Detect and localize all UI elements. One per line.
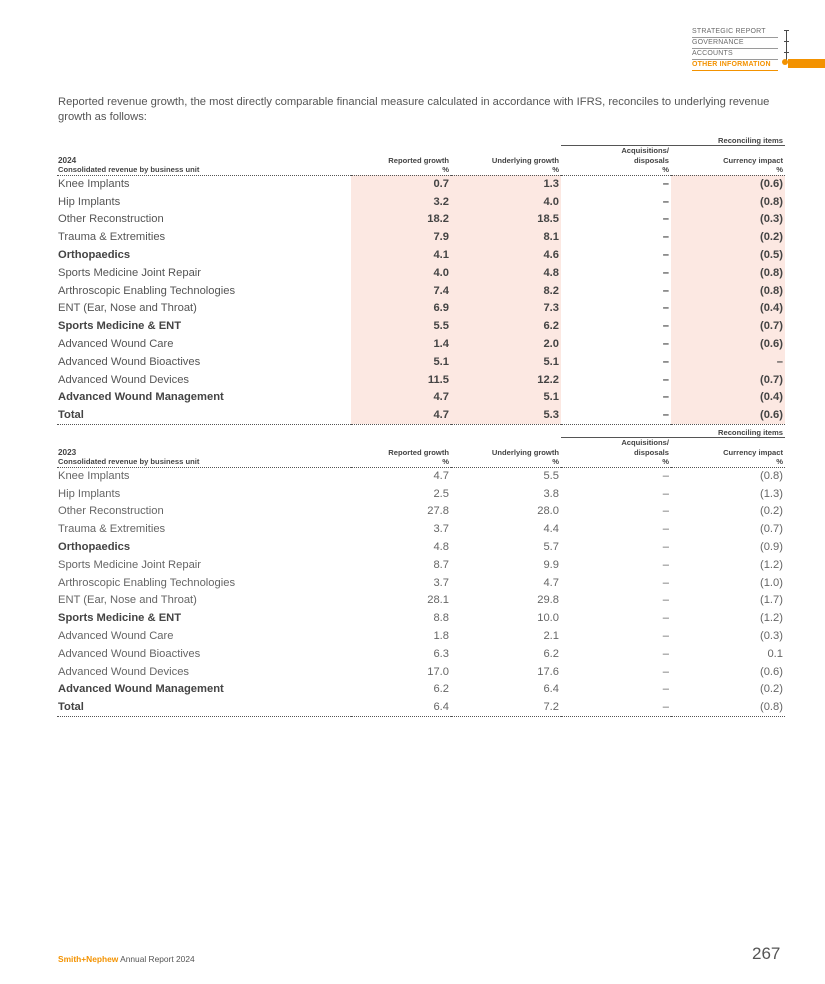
total-row bbox=[57, 698, 785, 716]
currency-impact-cell: (0.2) bbox=[671, 228, 785, 246]
row-label: Trauma & Extremities bbox=[58, 231, 166, 244]
acquisitions-cell: – bbox=[662, 231, 669, 244]
underlying-growth-cell: 4.7 bbox=[543, 576, 559, 589]
row-label: Advanced Wound Devices bbox=[58, 665, 190, 678]
currency-impact-cell: (0.4) bbox=[671, 389, 785, 407]
currency-impact-cell: (0.8) bbox=[671, 193, 785, 211]
row-label: Knee Implants bbox=[58, 177, 130, 190]
col-header-currency: Currency impact % bbox=[671, 146, 785, 176]
table-row bbox=[57, 485, 785, 503]
acquisitions-cell: – bbox=[662, 665, 669, 678]
reported-growth-cell: 6.3 bbox=[433, 647, 449, 660]
acquisitions-cell: – bbox=[662, 338, 669, 351]
row-label: Advanced Wound Bioactives bbox=[58, 647, 201, 660]
currency-impact-cell: (0.4) bbox=[671, 300, 785, 318]
underlying-growth-cell: 8.1 bbox=[451, 228, 561, 246]
reported-growth-cell: 28.1 bbox=[427, 594, 449, 607]
currency-impact-cell: (0.7) bbox=[671, 317, 785, 335]
reported-growth-cell: 27.8 bbox=[427, 505, 449, 518]
reported-growth-cell: 6.4 bbox=[351, 698, 451, 716]
acquisitions-cell: – bbox=[662, 266, 669, 279]
underlying-growth-cell: 2.0 bbox=[451, 335, 561, 353]
col-header-acquisitions: Acquisitions/ disposals % bbox=[561, 438, 671, 468]
revenue-table-2024 bbox=[57, 133, 785, 425]
underlying-growth-cell: 12.2 bbox=[451, 371, 561, 389]
underlying-growth-cell: 4.8 bbox=[451, 264, 561, 282]
currency-impact-cell: – bbox=[671, 353, 785, 371]
underlying-growth-cell: 5.5 bbox=[543, 469, 559, 482]
revenue-table-2023 bbox=[57, 425, 785, 717]
reconciling-items-heading: Reconciling items bbox=[561, 425, 785, 438]
nav-item-governance[interactable]: GOVERNANCE bbox=[692, 37, 825, 48]
nav-tick bbox=[784, 41, 789, 42]
table-caption bbox=[57, 146, 351, 176]
row-label: Knee Implants bbox=[58, 469, 130, 482]
row-label: Arthroscopic Enabling Technologies bbox=[58, 284, 236, 297]
reported-growth-cell: 1.4 bbox=[351, 335, 451, 353]
subtotal-row bbox=[57, 389, 785, 407]
currency-impact-cell: (0.9) bbox=[671, 538, 785, 556]
row-label: Advanced Wound Devices bbox=[58, 373, 190, 386]
subtotal-row bbox=[57, 609, 785, 627]
table-row bbox=[57, 282, 785, 300]
nav-item-accounts[interactable]: ACCOUNTS bbox=[692, 48, 825, 59]
currency-impact-cell: (0.3) bbox=[671, 211, 785, 229]
acquisitions-cell: – bbox=[662, 355, 669, 368]
underlying-growth-cell: 7.3 bbox=[451, 300, 561, 318]
currency-impact-cell: (0.8) bbox=[671, 698, 785, 716]
col-header-reported: Reported growth % bbox=[351, 146, 451, 176]
row-label: Hip Implants bbox=[58, 487, 121, 500]
table-row bbox=[57, 371, 785, 389]
acquisitions-cell: – bbox=[662, 284, 669, 297]
table-row bbox=[57, 264, 785, 282]
row-label: Sports Medicine Joint Repair bbox=[58, 266, 202, 279]
reported-growth-cell: 17.0 bbox=[427, 665, 449, 678]
table-row bbox=[57, 211, 785, 229]
currency-impact-cell: (1.7) bbox=[759, 594, 783, 607]
reported-growth-cell: 7.4 bbox=[351, 282, 451, 300]
reported-growth-cell: 3.2 bbox=[351, 193, 451, 211]
acquisitions-cell: – bbox=[662, 487, 669, 500]
underlying-growth-cell: 10.0 bbox=[451, 609, 561, 627]
row-label: Trauma & Extremities bbox=[58, 523, 166, 536]
acquisitions-cell: – bbox=[662, 558, 669, 571]
currency-impact-cell: (1.2) bbox=[759, 558, 783, 571]
reported-growth-cell: 11.5 bbox=[351, 371, 451, 389]
underlying-growth-cell: 6.2 bbox=[451, 317, 561, 335]
reported-growth-cell: 3.7 bbox=[433, 523, 449, 536]
acquisitions-cell: – bbox=[662, 195, 669, 208]
subtotal-row bbox=[57, 317, 785, 335]
table-row bbox=[57, 574, 785, 592]
table-row bbox=[57, 335, 785, 353]
row-label: ENT (Ear, Nose and Throat) bbox=[58, 302, 197, 315]
row-label: Advanced Wound Care bbox=[58, 338, 174, 351]
currency-impact-cell: (0.6) bbox=[671, 175, 785, 193]
reported-growth-cell: 8.7 bbox=[433, 558, 449, 571]
acquisitions-cell: – bbox=[662, 469, 669, 482]
currency-impact-cell: (1.0) bbox=[759, 576, 783, 589]
reported-growth-cell: 2.5 bbox=[433, 487, 449, 500]
col-header-acquisitions: Acquisitions/ disposals % bbox=[561, 146, 671, 176]
nav-tick bbox=[784, 30, 789, 31]
acquisitions-cell: – bbox=[662, 373, 669, 386]
row-label: Total bbox=[57, 406, 351, 424]
footer-brand bbox=[58, 954, 195, 964]
row-label: Sports Medicine & ENT bbox=[57, 609, 351, 627]
acquisitions-cell: – bbox=[662, 213, 669, 226]
underlying-growth-cell: 4.0 bbox=[451, 193, 561, 211]
acquisitions-cell: – bbox=[561, 246, 671, 264]
underlying-growth-cell: 8.2 bbox=[451, 282, 561, 300]
intro-paragraph: Reported revenue growth, the most directly comparable financial measure calculated in accordance with IFRS, reconciles to underlying revenue growth as follows: bbox=[58, 96, 770, 123]
reported-growth-cell: 6.2 bbox=[351, 681, 451, 699]
reported-growth-cell: 5.1 bbox=[351, 353, 451, 371]
table-row bbox=[57, 520, 785, 538]
underlying-growth-cell: 17.6 bbox=[537, 665, 559, 678]
acquisitions-cell: – bbox=[561, 406, 671, 424]
row-label: Advanced Wound Management bbox=[57, 389, 351, 407]
acquisitions-cell: – bbox=[662, 576, 669, 589]
currency-impact-cell: (0.6) bbox=[671, 335, 785, 353]
subtotal-row bbox=[57, 681, 785, 699]
reported-growth-cell: 4.0 bbox=[351, 264, 451, 282]
currency-impact-cell: (0.5) bbox=[671, 246, 785, 264]
table-row bbox=[57, 228, 785, 246]
row-label: Hip Implants bbox=[58, 195, 121, 208]
table-subtitle: Consolidated revenue by business unit bbox=[58, 457, 200, 466]
subtotal-row bbox=[57, 538, 785, 556]
row-label: Other Reconstruction bbox=[58, 505, 164, 518]
currency-impact-cell: (0.6) bbox=[671, 406, 785, 424]
table-year: 2023 bbox=[58, 447, 77, 457]
reported-growth-cell: 3.7 bbox=[433, 576, 449, 589]
underlying-growth-cell: 5.1 bbox=[451, 353, 561, 371]
reported-growth-cell: 4.7 bbox=[351, 389, 451, 407]
row-label: Sports Medicine & ENT bbox=[57, 317, 351, 335]
underlying-growth-cell: 6.4 bbox=[451, 681, 561, 699]
row-label: Orthopaedics bbox=[57, 246, 351, 264]
table-row bbox=[57, 300, 785, 318]
reported-growth-cell: 8.8 bbox=[351, 609, 451, 627]
reported-growth-cell: 4.7 bbox=[351, 406, 451, 424]
row-label: Advanced Wound Management bbox=[57, 681, 351, 699]
currency-impact-cell: (0.7) bbox=[671, 371, 785, 389]
currency-impact-cell: (1.2) bbox=[671, 609, 785, 627]
nav-track-line bbox=[786, 30, 787, 63]
acquisitions-cell: – bbox=[662, 523, 669, 536]
col-header-currency: Currency impact % bbox=[671, 438, 785, 468]
reported-growth-cell: 0.7 bbox=[351, 175, 451, 193]
underlying-growth-cell: 1.3 bbox=[451, 175, 561, 193]
table-row bbox=[57, 556, 785, 574]
table-caption bbox=[57, 438, 351, 468]
nav-active-bar bbox=[788, 59, 825, 68]
currency-impact-cell: (0.2) bbox=[671, 681, 785, 699]
reported-growth-cell: 7.9 bbox=[351, 228, 451, 246]
table-row bbox=[57, 467, 785, 485]
currency-impact-cell: (0.2) bbox=[759, 505, 783, 518]
table-row bbox=[57, 627, 785, 645]
acquisitions-cell: – bbox=[561, 538, 671, 556]
underlying-growth-cell: 5.7 bbox=[451, 538, 561, 556]
acquisitions-cell: – bbox=[561, 389, 671, 407]
col-header-underlying: Underlying growth % bbox=[451, 438, 561, 468]
underlying-growth-cell: 28.0 bbox=[537, 505, 559, 518]
underlying-growth-cell: 6.2 bbox=[543, 647, 559, 660]
reconciling-items-heading: Reconciling items bbox=[561, 133, 785, 146]
underlying-growth-cell: 9.9 bbox=[543, 558, 559, 571]
acquisitions-cell: – bbox=[561, 698, 671, 716]
nav-item-strategic-report[interactable]: STRATEGIC REPORT bbox=[692, 26, 825, 37]
currency-impact-cell: (0.7) bbox=[759, 523, 783, 536]
acquisitions-cell: – bbox=[662, 177, 669, 190]
reported-growth-cell: 6.9 bbox=[351, 300, 451, 318]
row-label: Other Reconstruction bbox=[58, 213, 164, 226]
underlying-growth-cell: 2.1 bbox=[543, 630, 559, 643]
reported-growth-cell: 1.8 bbox=[433, 630, 449, 643]
nav-item-other-information[interactable]: OTHER INFORMATION bbox=[692, 59, 825, 70]
row-label: Sports Medicine Joint Repair bbox=[58, 558, 202, 571]
table-row bbox=[57, 353, 785, 371]
table-row bbox=[57, 175, 785, 193]
row-label: Advanced Wound Bioactives bbox=[58, 355, 201, 368]
acquisitions-cell: – bbox=[561, 317, 671, 335]
underlying-growth-cell: 5.1 bbox=[451, 389, 561, 407]
currency-impact-cell: (0.6) bbox=[759, 665, 783, 678]
subtotal-row bbox=[57, 246, 785, 264]
acquisitions-cell: – bbox=[662, 505, 669, 518]
reported-growth-cell: 4.1 bbox=[351, 246, 451, 264]
row-label: ENT (Ear, Nose and Throat) bbox=[58, 594, 197, 607]
brand-name: Smith+Nephew bbox=[58, 954, 119, 964]
report-name: Annual Report 2024 bbox=[118, 954, 195, 964]
row-label: Advanced Wound Care bbox=[58, 630, 174, 643]
acquisitions-cell: – bbox=[662, 594, 669, 607]
acquisitions-cell: – bbox=[662, 647, 669, 660]
row-label: Total bbox=[57, 698, 351, 716]
row-label: Arthroscopic Enabling Technologies bbox=[58, 576, 236, 589]
underlying-growth-cell: 4.6 bbox=[451, 246, 561, 264]
underlying-growth-cell: 3.8 bbox=[543, 487, 559, 500]
table-row bbox=[57, 645, 785, 663]
acquisitions-cell: – bbox=[662, 630, 669, 643]
currency-impact-cell: (1.3) bbox=[759, 487, 783, 500]
underlying-growth-cell: 29.8 bbox=[537, 594, 559, 607]
currency-impact-cell: (0.8) bbox=[759, 469, 783, 482]
underlying-growth-cell: 4.4 bbox=[543, 523, 559, 536]
col-header-reported: Reported growth % bbox=[351, 438, 451, 468]
currency-impact-cell: (0.8) bbox=[671, 264, 785, 282]
acquisitions-cell: – bbox=[561, 609, 671, 627]
table-subtitle: Consolidated revenue by business unit bbox=[58, 165, 200, 174]
acquisitions-cell: – bbox=[662, 302, 669, 315]
table-row bbox=[57, 592, 785, 610]
col-header-underlying: Underlying growth % bbox=[451, 146, 561, 176]
reported-growth-cell: 4.7 bbox=[433, 469, 449, 482]
reported-growth-cell: 18.2 bbox=[351, 211, 451, 229]
reported-growth-cell: 4.8 bbox=[351, 538, 451, 556]
nav-tick bbox=[784, 52, 789, 53]
reported-growth-cell: 5.5 bbox=[351, 317, 451, 335]
underlying-growth-cell: 5.3 bbox=[451, 406, 561, 424]
acquisitions-cell: – bbox=[561, 681, 671, 699]
total-row bbox=[57, 406, 785, 424]
row-label: Orthopaedics bbox=[57, 538, 351, 556]
table-year: 2024 bbox=[58, 155, 77, 165]
currency-impact-cell: (0.8) bbox=[671, 282, 785, 300]
table-row bbox=[57, 503, 785, 521]
currency-impact-cell: (0.3) bbox=[759, 630, 783, 643]
table-row bbox=[57, 193, 785, 211]
table-row bbox=[57, 663, 785, 681]
underlying-growth-cell: 18.5 bbox=[451, 211, 561, 229]
page-number: 267 bbox=[752, 944, 781, 963]
currency-impact-cell: 0.1 bbox=[767, 647, 783, 660]
underlying-growth-cell: 7.2 bbox=[451, 698, 561, 716]
